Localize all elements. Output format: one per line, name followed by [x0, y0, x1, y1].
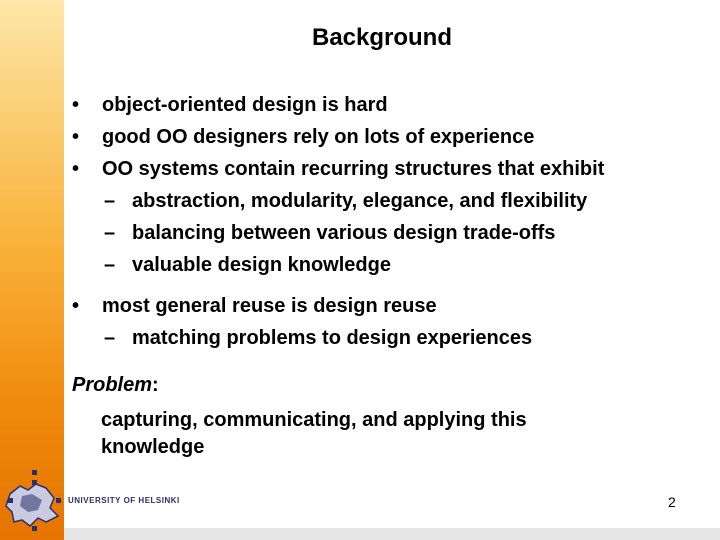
footer-bar [64, 528, 720, 540]
bullet-marker: • [72, 158, 80, 180]
dash-marker: – [104, 327, 116, 349]
bullet-marker: • [72, 94, 80, 116]
bullet-marker: • [72, 295, 80, 317]
sub-bullet-item-2: balancing between various design trade-offs [132, 222, 556, 244]
problem-text-line-1: capturing, communicating, and applying this [101, 409, 527, 431]
bullet-marker: • [72, 126, 80, 148]
problem-label: Problem [72, 374, 153, 396]
bullet-item-2: good OO designers rely on lots of experience [102, 126, 535, 148]
problem-heading [72, 373, 159, 397]
bullet-item-4: most general reuse is design reuse [102, 295, 437, 317]
problem-text-line-2: knowledge [101, 436, 205, 458]
slide-title: Background [311, 24, 452, 51]
bullet-item-1: object-oriented design is hard [102, 94, 388, 116]
page-number: 2 [668, 494, 676, 510]
sub-bullet-item-1: abstraction, modularity, elegance, and flexibility [132, 190, 588, 212]
dash-marker: – [104, 254, 116, 276]
dash-marker: – [104, 190, 116, 212]
problem-colon: : [152, 374, 159, 396]
orange-sidebar [0, 0, 64, 540]
sub-bullet-item-3: valuable design knowledge [132, 254, 391, 276]
sub-bullet-item-4: matching problems to design experiences [132, 327, 533, 349]
bullet-item-3: OO systems contain recurring structures that exhibit [102, 158, 605, 180]
dash-marker: – [104, 222, 116, 244]
university-logo-text: UNIVERSITY OF HELSINKI [68, 496, 180, 505]
